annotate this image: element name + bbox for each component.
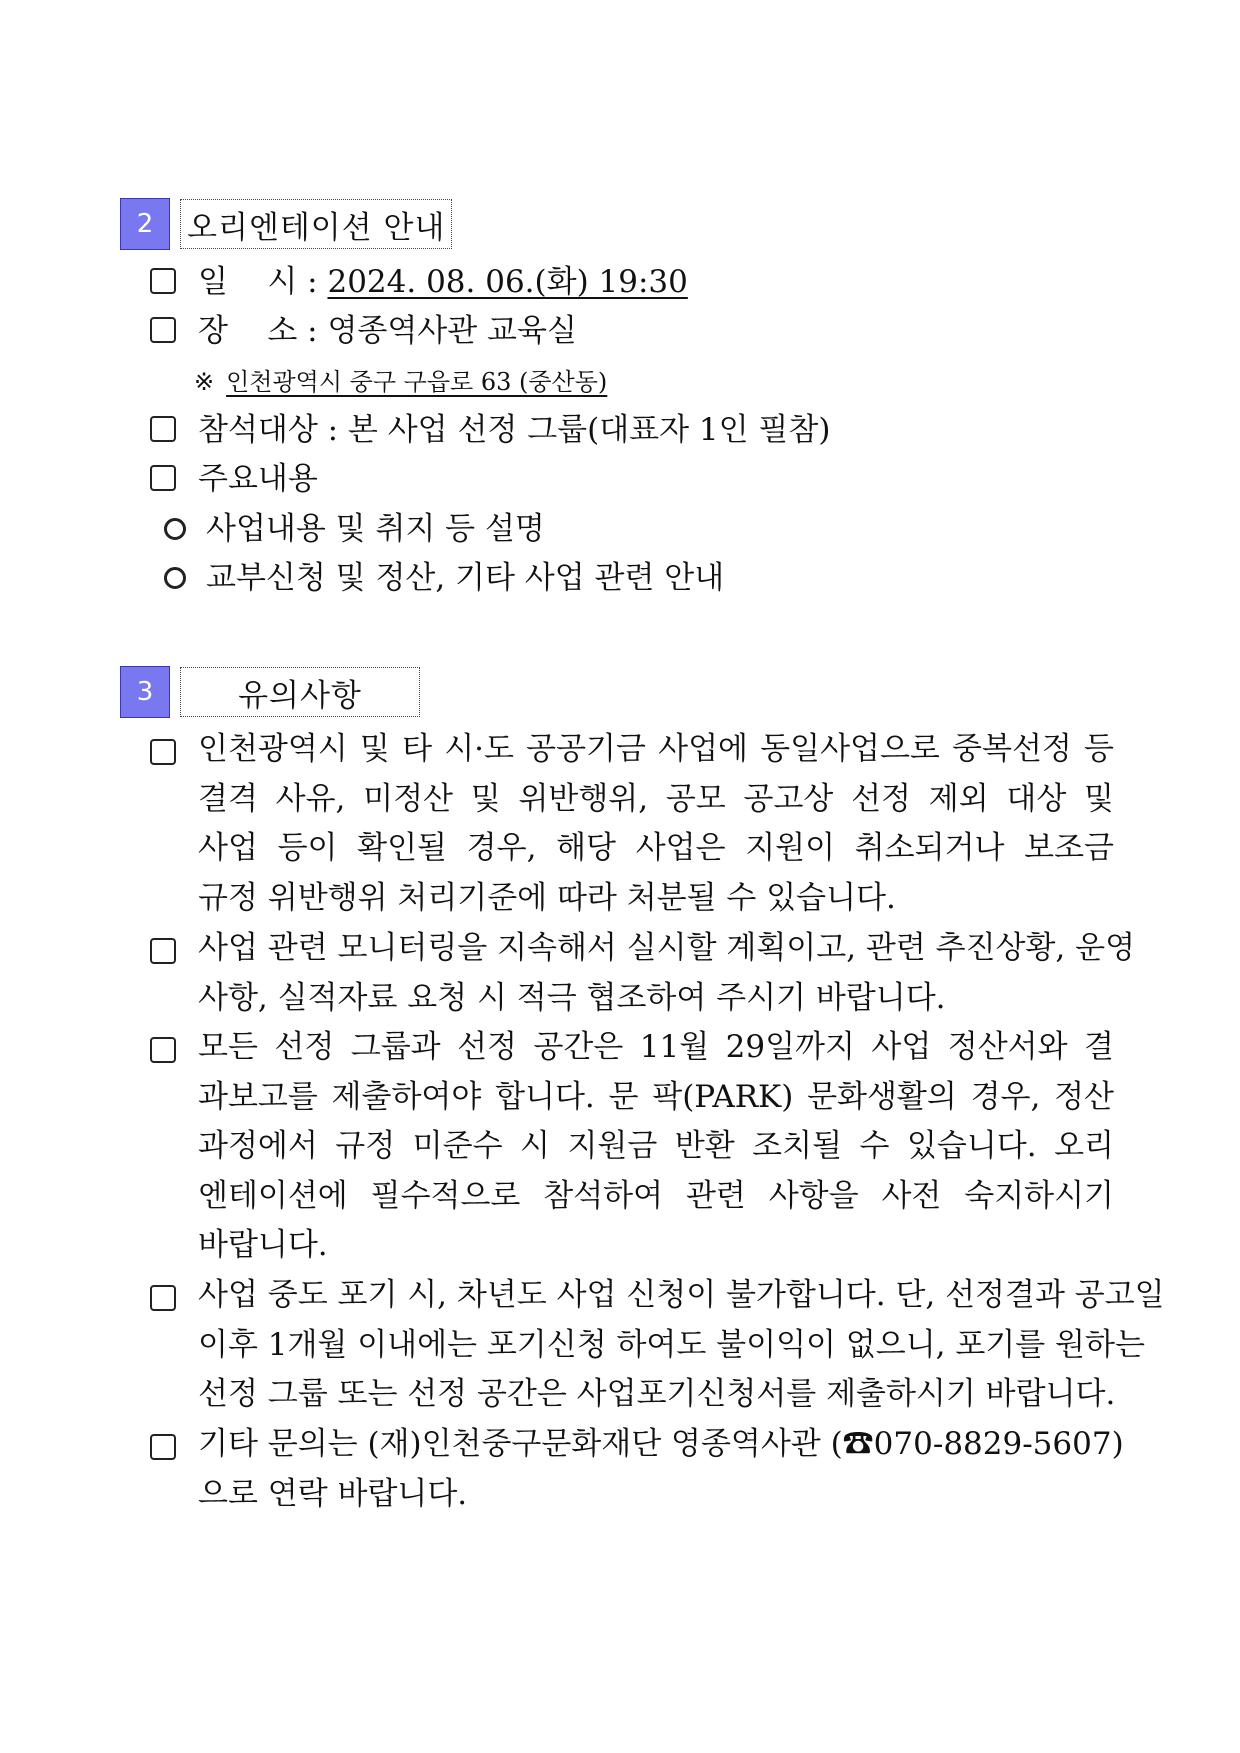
checkbox-icon: [150, 938, 176, 964]
checkbox-icon: [150, 739, 176, 765]
venue-label: 장 소 :: [198, 313, 328, 349]
checkbox-icon: [150, 1037, 176, 1063]
notice-paragraph: [150, 924, 1136, 1023]
circle-bullet-icon: [164, 567, 186, 589]
bullet-item: [164, 553, 724, 603]
section-2-number: 2: [120, 198, 170, 250]
notice-paragraph: [150, 1420, 1124, 1519]
checkbox-icon: [150, 1285, 176, 1311]
paragraph-line: 과보고를 제출하여야 합니다. 문 팍(PARK) 문화생활의 경우, 정산: [198, 1078, 1114, 1115]
paragraph-line: 바랍니다.: [198, 1227, 328, 1264]
notice-paragraph: [150, 725, 1114, 923]
paragraph-line: 선정 그룹 또는 선정 공간은 사업포기신청서를 제출하시기 바랍니다.: [198, 1376, 1116, 1413]
main-content-row: [150, 454, 318, 504]
paragraph-line: 기타 문의는 (재)인천중구문화재단 영종역사관 (☎070-8829-5607): [198, 1426, 1124, 1462]
bullet-item: [164, 504, 545, 554]
paragraph-line: 인천광역시 및 타 시·도 공공기금 사업에 동일사업으로 중복선정 등: [198, 731, 1114, 767]
paragraph-line: 엔테이션에 필수적으로 참석하여 관련 사항을 사전 숙지하시기: [198, 1177, 1114, 1214]
paragraph-line: 모든 선정 그룹과 선정 공간은 11월 29일까지 사업 정산서와 결: [198, 1029, 1114, 1065]
section-2-title: 오리엔테이션 안내: [180, 199, 452, 249]
section-3-header: [120, 664, 420, 720]
schedule-label: 일 시 :: [198, 264, 328, 300]
notice-paragraph: [150, 1023, 1114, 1271]
checkbox-icon: [150, 268, 176, 294]
paragraph-line: 이후 1개월 이내에는 포기신청 하여도 불이익이 없으니, 포기를 원하는: [198, 1326, 1145, 1363]
reference-mark-icon: ※: [194, 368, 215, 396]
paragraph-line: 사항, 실적자료 요청 시 적극 협조하여 주시기 바랍니다.: [198, 979, 946, 1016]
section-2-header: [120, 196, 452, 252]
bullet-text: 사업내용 및 취지 등 설명: [206, 511, 545, 547]
venue-row: [150, 306, 577, 356]
section-3-number: 3: [120, 666, 170, 718]
paragraph-line: 사업 관련 모니터링을 지속해서 실시할 계획이고, 관련 추진상황, 운영: [198, 930, 1136, 966]
address-note: [194, 362, 607, 402]
paragraph-line: 사업 중도 포기 시, 차년도 사업 신청이 불가합니다. 단, 선정결과 공고일: [198, 1277, 1165, 1313]
checkbox-icon: [150, 317, 176, 343]
schedule-row: [150, 257, 688, 307]
notice-paragraph: [150, 1271, 1165, 1420]
attendees-text: 참석대상 : 본 사업 선정 그룹(대표자 1인 필참): [198, 412, 831, 448]
main-content-label: 주요내용: [198, 461, 318, 497]
bullet-text: 교부신청 및 정산, 기타 사업 관련 안내: [206, 560, 725, 596]
paragraph-line: 과정에서 규정 미준수 시 지원금 반환 조치될 수 있습니다. 오리: [198, 1128, 1114, 1165]
schedule-value: 2024. 08. 06.(화) 19:30: [327, 264, 688, 300]
checkbox-icon: [150, 416, 176, 442]
paragraph-line: 사업 등이 확인될 경우, 해당 사업은 지원이 취소되거나 보조금: [198, 830, 1114, 867]
paragraph-line: 으로 연락 바랍니다.: [198, 1475, 468, 1512]
checkbox-icon: [150, 1434, 176, 1460]
paragraph-line: 결격 사유, 미정산 및 위반행위, 공모 공고상 선정 제외 대상 및: [198, 780, 1114, 817]
checkbox-icon: [150, 465, 176, 491]
paragraph-line: 규정 위반행위 처리기준에 따라 처분될 수 있습니다.: [198, 879, 896, 916]
address-text: 인천광역시 중구 구읍로 63 (중산동): [226, 368, 608, 396]
circle-bullet-icon: [164, 518, 186, 540]
section-3-title: 유의사항: [180, 667, 420, 717]
attendees-row: [150, 405, 830, 455]
venue-value: 영종역사관 교육실: [327, 313, 577, 349]
